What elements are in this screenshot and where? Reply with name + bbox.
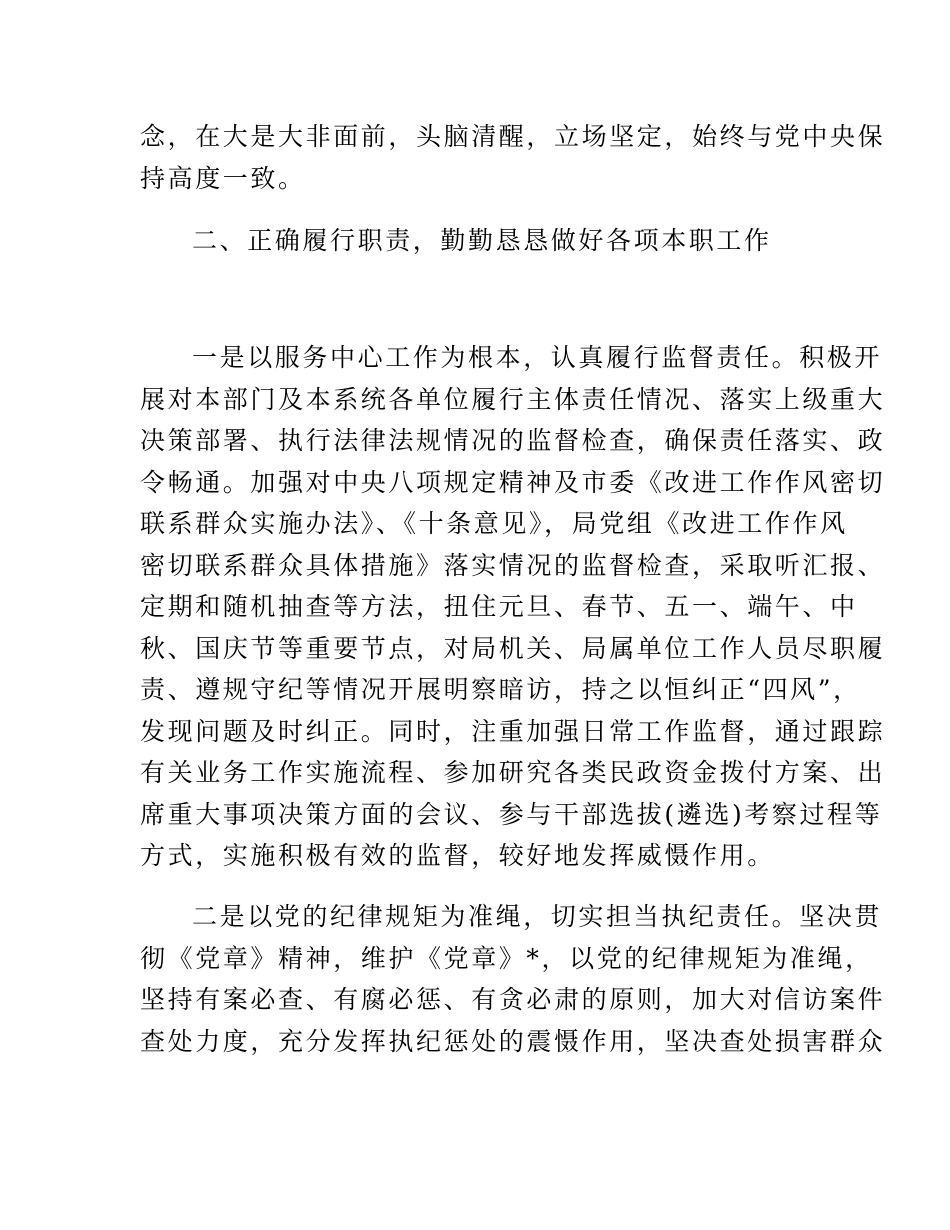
paragraph-discipline: [140, 896, 886, 1062]
text-line: 方式，实施积极有效的监督，较好地发挥威慑作用。: [140, 841, 775, 870]
text-line: 席重大事项决策方面的会议、参与干部选拔(遴选)考察过程等: [140, 799, 883, 829]
text-line: 彻《党章》精神，维护《党章》*，以党的纪律规矩为准绳，: [140, 943, 873, 973]
text-line: 发现问题及时纠正。同时，注重加强日常工作监督，通过跟踪: [140, 716, 886, 746]
paragraph-continuation: [140, 116, 886, 199]
text-line: 决策部署、执行法律法规情况的监督检查，确保责任落实、政: [140, 426, 886, 455]
text-line: 联系群众实施办法》、《十条意见》，局党组《改进工作作风: [140, 509, 848, 538]
text-line: 密切联系群众具体措施》落实情况的监督检查，采取听汇报、: [140, 550, 886, 580]
text-line: 展对本部门及本系统各单位履行主体责任情况、落实上级重大: [140, 384, 886, 414]
text-line: 持高度一致。: [140, 163, 306, 193]
text-line: 令畅通。加强对中央八项规定精神及市委《改进工作作风密切: [140, 467, 886, 497]
paragraph-supervision: [140, 337, 886, 877]
text-line: 秋、国庆节等重要节点，对局机关、局属单位工作人员尽职履: [140, 633, 886, 663]
text-line: 查处力度，充分发挥执纪惩处的震慑作用，坚决查处损害群众: [140, 1026, 886, 1056]
text-line: 坚持有案必查、有腐必惩、有贪必肃的原则，加大对信访案件: [140, 985, 886, 1014]
section-heading: [140, 220, 820, 262]
text-line: 有关业务工作实施流程、参加研究各类民政资金拨付方案、出: [140, 758, 886, 787]
text-line: 责、遵规守纪等情况开展明察暗访，持之以恒纠正“四风”，: [140, 675, 861, 704]
text-line: 定期和随机抽查等方法，扭住元旦、春节、五一、端午、中: [140, 592, 858, 621]
text-line: 二是以党的纪律规矩为准绳，切实担当执纪责任。坚决贯: [192, 902, 883, 931]
text-line: 念，在大是大非面前，头脑清醒，立场坚定，始终与党中央保: [140, 122, 886, 151]
text-line: 一是以服务中心工作为根本，认真履行监督责任。积极开: [192, 343, 883, 372]
heading-text: 二、正确履行职责，勤勤恳恳做好各项本职工作: [192, 226, 772, 255]
